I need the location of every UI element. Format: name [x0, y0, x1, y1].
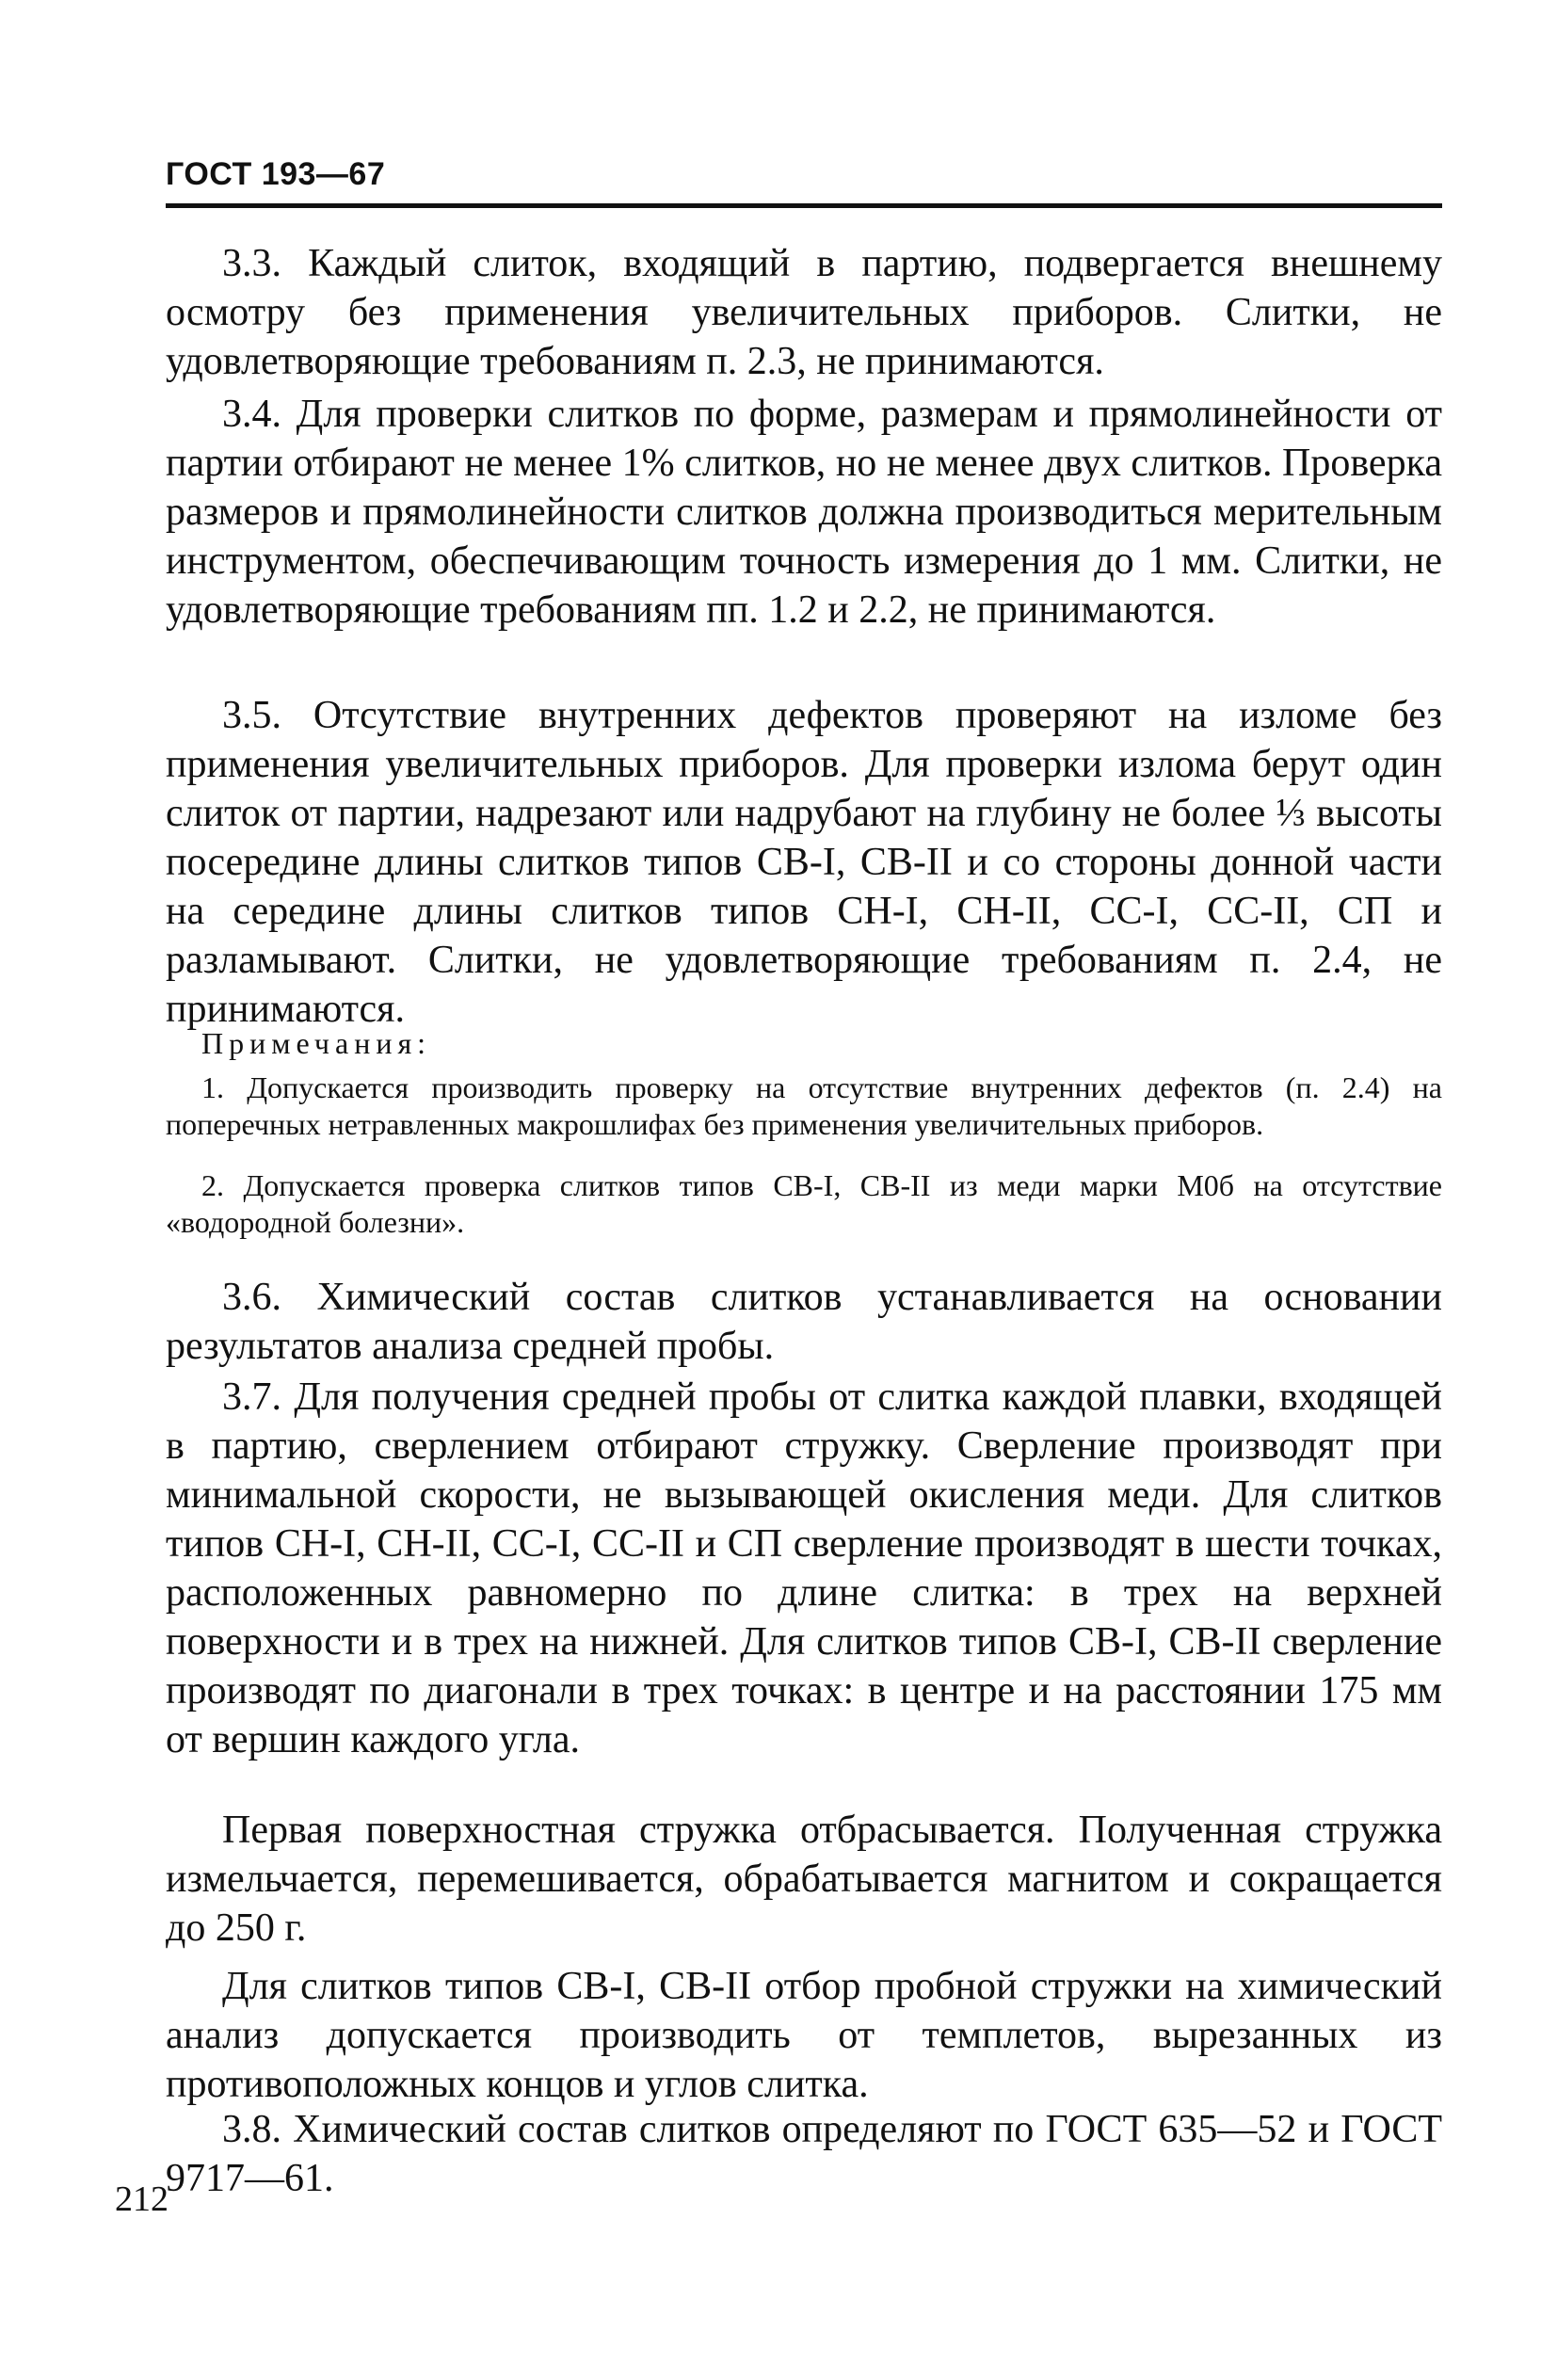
paragraph-3-8: 3.8. Химический состав слитков определяют по ГОСТ 635—52 и ГОСТ 9717—61. [166, 2108, 1442, 2200]
paragraph-3-7: 3.7. Для получения средней пробы от слитка каждой плавки, входящей в партию, сверлением отбирают стружку. Сверление производят при минимальной скорости, не вызывающей окисления меди. Для слитков типов СН-I, СН-II, СС-I, СС-II и СП сверление производят в шести точках, расположенных равномерно по длине слитка: в трех на верхней поверхности и в трех на нижней. Для слитков типов СВ-I, СВ-II сверление производят по диагонали в трех точках: в центре и на расстоянии 175 мм от вершин каждого угла. [166, 1375, 1442, 1761]
paragraph-first-surface: Первая поверхностная стружка отбрасывается. Полученная стружка измельчается, перемешивается, обрабатывается магнитом и сокращается до 250 г. [166, 1809, 1442, 1950]
note-2: 2. Допускается проверка слитков типов СВ-I, СВ-II из меди марки М0б на отсутствие «водородной болезни». [166, 1168, 1442, 1239]
paragraph-3-6: 3.6. Химический состав слитков устанавливается на основании результатов анализа средней пробы. [166, 1276, 1442, 1368]
paragraph-3-3: 3.3. Каждый слиток, входящий в партию, подвергается внешнему осмотру без применения увеличительных приборов. Слитки, не удовлетворяющие требованиям п. 2.3, не принимаются. [166, 242, 1442, 383]
header-divider [166, 203, 1442, 208]
note-1: 1. Допускается производить проверку на отсутствие внутренних дефектов (п. 2.4) на поперечных нетравленных макрошлифах без применения увеличительных приборов. [166, 1070, 1442, 1141]
notes-heading: Примечания: [201, 1026, 432, 1060]
paragraph-3-4: 3.4. Для проверки слитков по форме, размерам и прямолинейности от партии отбирают не менее 1% слитков, но не менее двух слитков. Проверка размеров и прямолинейности слитков должна производиться мерительным инструментом, обеспечивающим точность измерения до 1 мм. Слитки, не удовлетворяющие требованиям пп. 1.2 и 2.2, не принимаются. [166, 393, 1442, 632]
paragraph-templates: Для слитков типов СВ-I, СВ-II отбор пробной стружки на химический анализ допускается производить от темплетов, вырезанных из противоположных концов и углов слитка. [166, 1965, 1442, 2106]
paragraph-3-5: 3.5. Отсутствие внутренних дефектов проверяют на изломе без применения увеличительных приборов. Для проверки излома берут один слиток от партии, надрезают или надрубают на глубину не более ⅓ высоты посередине длины слитков типов СВ-I, СВ-II и со стороны донной части на середине длины слитков типов СН-I, СН-II, СС-I, СС-II, СП и разламывают. Слитки, не удовлетворяющие требованиям п. 2.4, не принимаются. [166, 694, 1442, 1031]
page-header: ГОСТ 193—67 [166, 156, 386, 192]
page-number: 212 [115, 2179, 169, 2219]
